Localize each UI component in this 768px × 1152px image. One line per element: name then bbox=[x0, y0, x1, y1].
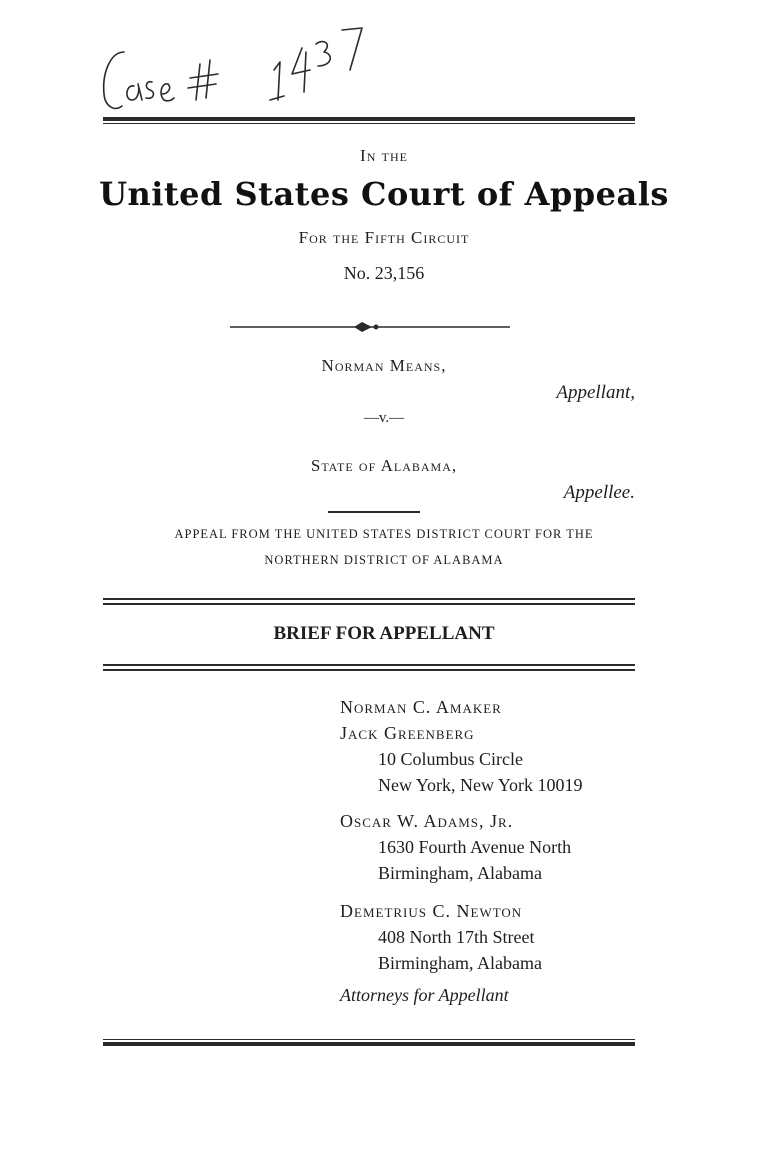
attorney-address: Birmingham, Alabama bbox=[378, 863, 542, 883]
court-name: United States Court of Appeals bbox=[99, 175, 669, 213]
title-rule-top-2 bbox=[103, 603, 635, 605]
appellant-name: Norman Means, bbox=[321, 356, 447, 375]
attorney-address: 1630 Fourth Avenue North bbox=[378, 837, 572, 857]
attorney-address: Birmingham, Alabama bbox=[378, 953, 542, 973]
handwritten-case-note bbox=[96, 8, 396, 120]
in-the-label: In the bbox=[360, 146, 408, 165]
top-rule-thin bbox=[103, 123, 635, 124]
attorney-group-3 bbox=[340, 898, 542, 976]
ornament-divider bbox=[230, 319, 510, 335]
title-rule-top-1 bbox=[103, 598, 635, 600]
attorney-group-1 bbox=[340, 694, 583, 798]
bottom-rule-thin bbox=[103, 1039, 635, 1040]
versus-label: —v.— bbox=[363, 410, 405, 426]
attorneys-for-label: Attorneys for Appellant bbox=[340, 985, 509, 1005]
appellee-name: State of Alabama, bbox=[310, 456, 458, 475]
appellant-role: Appellant, bbox=[556, 382, 635, 403]
appeal-line-1: APPEAL FROM THE UNITED STATES DISTRICT COURT FOR THE bbox=[174, 527, 594, 541]
attorney-group-2 bbox=[340, 808, 571, 886]
bottom-rule bbox=[103, 1042, 635, 1046]
attorney-address: 408 North 17th Street bbox=[378, 927, 535, 947]
appeal-line-2: NORTHERN DISTRICT OF ALABAMA bbox=[264, 553, 504, 567]
case-number: No. 23,156 bbox=[343, 263, 425, 283]
brief-title: BRIEF FOR APPELLANT bbox=[273, 623, 495, 644]
attorney-address: New York, New York 10019 bbox=[378, 775, 583, 795]
attorney-name: Jack Greenberg bbox=[340, 723, 475, 743]
attorney-name: Norman C. Amaker bbox=[340, 697, 502, 717]
attorney-address: 10 Columbus Circle bbox=[378, 749, 523, 769]
appellee-role: Appellee. bbox=[563, 482, 635, 503]
title-rule-bottom-1 bbox=[103, 664, 635, 666]
top-rule bbox=[103, 117, 635, 121]
circuit-label: For the Fifth Circuit bbox=[298, 228, 470, 247]
title-rule-bottom-2 bbox=[103, 669, 635, 671]
short-divider bbox=[328, 511, 420, 513]
attorney-name: Demetrius C. Newton bbox=[340, 901, 523, 921]
attorney-name: Oscar W. Adams, Jr. bbox=[340, 811, 514, 831]
